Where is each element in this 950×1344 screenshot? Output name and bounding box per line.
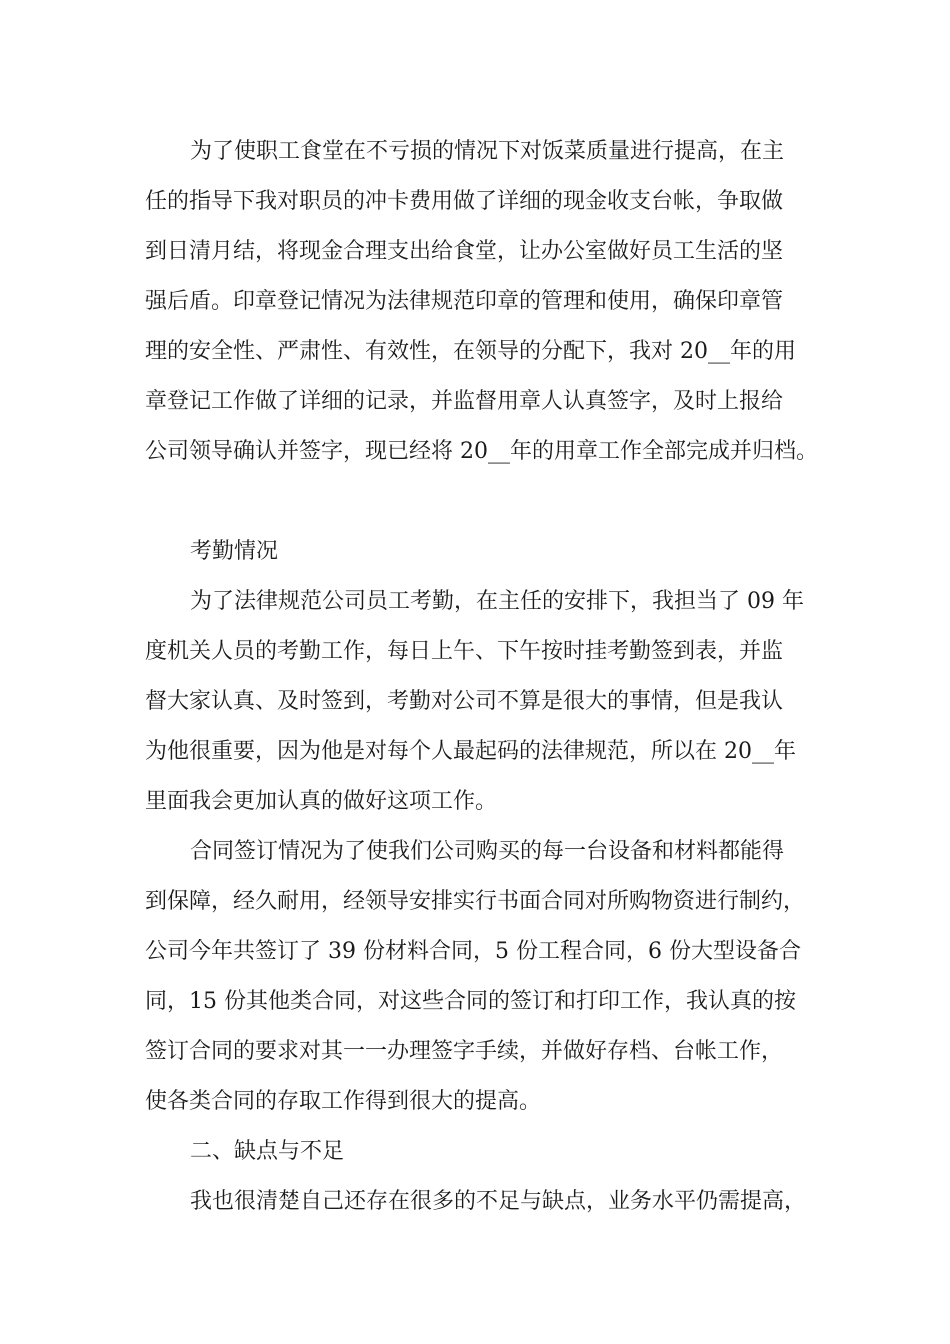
paragraph-line: 同，15 份其他类合同，对这些合同的签订和打印工作，我认真的按 [145,989,796,1014]
paragraph-line: 督大家认真、及时签到，考勤对公司不算是很大的事情，但是我认 [145,689,784,714]
paragraph-line: 到保障，经久耐用，经领导安排实行书面合同对所购物资进行制约， [145,889,806,914]
paragraph-line: 使各类合同的存取工作得到很大的提高。 [145,1089,542,1114]
paragraph-line: 签订合同的要求对其一一办理签字手续，并做好存档、台帐工作， [145,1039,784,1064]
paragraph-line: 为了法律规范公司员工考勤，在主任的安排下，我担当了 09 年 [190,589,804,614]
paragraph-line: 为了使职工食堂在不亏损的情况下对饭菜质量进行提高，在主 [190,139,785,164]
paragraph-line: 公司领导确认并签字，现已经将 20__年的用章工作全部完成并归档。 [145,439,818,464]
paragraph-line: 任的指导下我对职员的冲卡费用做了详细的现金收支台帐，争取做 [145,189,784,214]
section-heading-attendance: 考勤情况 [190,539,279,564]
section-heading-shortcomings: 二、缺点与不足 [190,1139,345,1164]
paragraph-line: 理的安全性、严肃性、有效性，在领导的分配下，我对 20__年的用 [145,339,796,364]
paragraph-line: 度机关人员的考勤工作，每日上午、下午按时挂考勤签到表，并监 [145,639,784,664]
paragraph-line: 我也很清楚自己还存在很多的不足与缺点，业务水平仍需提高， [190,1189,807,1214]
paragraph-line: 合同签订情况为了使我们公司购买的每一台设备和材料都能得 [190,839,785,864]
paragraph-line: 里面我会更加认真的做好这项工作。 [145,789,498,814]
paragraph-line: 强后盾。印章登记情况为法律规范印章的管理和使用，确保印章管 [145,289,784,314]
paragraph-line: 为他很重要，因为他是对每个人最起码的法律规范，所以在 20__年 [145,739,796,764]
paragraph-line: 章登记工作做了详细的记录，并监督用章人认真签字，及时上报给 [145,389,784,414]
paragraph-line: 到日清月结，将现金合理支出给食堂，让办公室做好员工生活的坚 [145,239,784,264]
paragraph-line: 公司今年共签订了 39 份材料合同，5 份工程合同，6 份大型设备合 [145,939,801,964]
